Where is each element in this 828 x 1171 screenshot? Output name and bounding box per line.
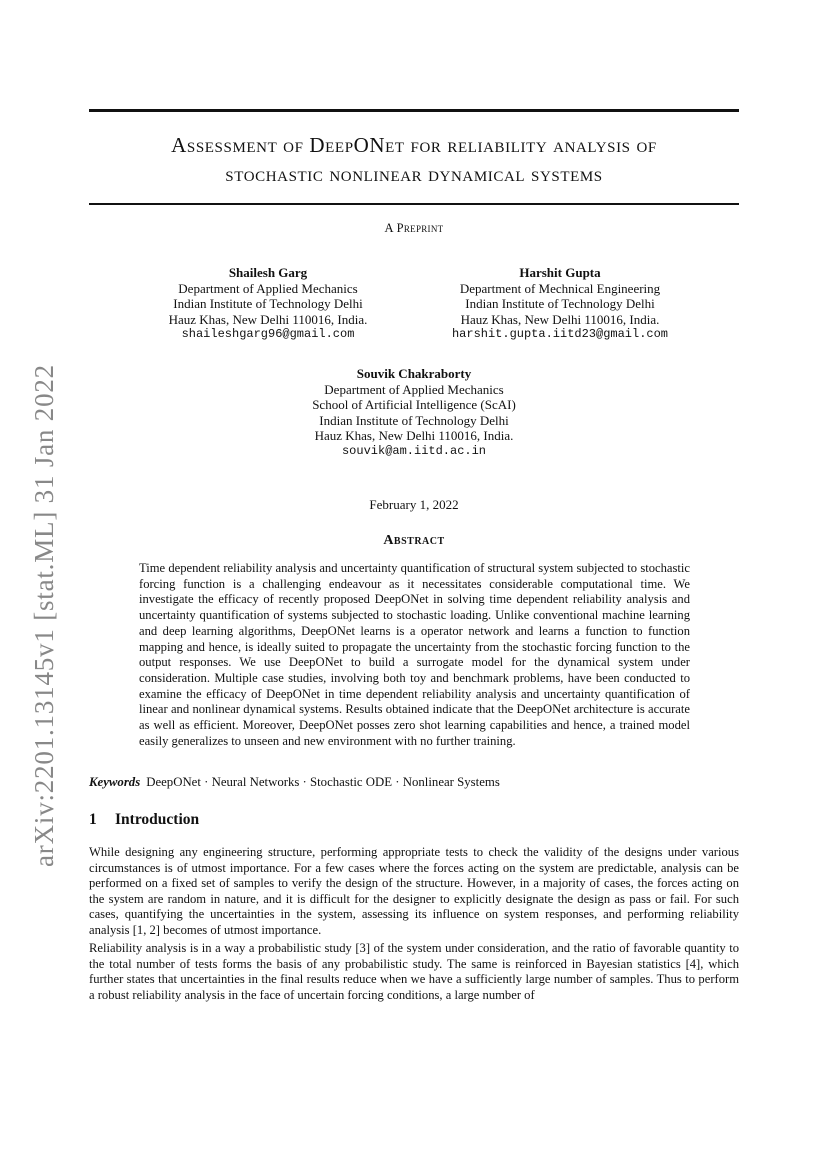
body-paragraph: Reliability analysis is in a way a probabilistic study [3] of the system under consideration, and the ratio of favorable quantity to the total number of tests forms the basis of any probabilistic study. The same is reinforced in Bayesian statistics [4], which further states that uncertainties in the final results reduce when we have a sufficiently large number of samples. Thus to perform a robust reliability analysis in the face of uncertain forcing conditions, a large number of <box>89 941 739 1002</box>
author-name: Shailesh Garg <box>228 265 308 280</box>
author-affiliation: Department of Mechnical Engineering <box>459 280 661 296</box>
author-email[interactable]: souvik@am.iitd.ac.in <box>341 443 487 458</box>
title-rule-top <box>89 109 739 112</box>
author-affiliation: Department of Applied Mechanics <box>324 381 504 397</box>
publication-date: February 1, 2022 <box>369 497 459 512</box>
section-number: 1 <box>89 811 97 828</box>
author-affiliation: Hauz Khas, New Delhi 110016, India. <box>314 428 514 444</box>
author-email[interactable]: shaileshgarg96@gmail.com <box>181 327 355 342</box>
keywords-list: DeepONet · Neural Networks · Stochastic ODE · Nonlinear Systems <box>146 775 500 789</box>
author-affiliation: Indian Institute of Technology Delhi <box>319 412 509 428</box>
paper-title-line-1: Assessment of DeepONet for reliability analysis of <box>171 133 657 157</box>
arxiv-identifier-text: arXiv:2201.13145v1 [stat.ML] 31 Jan 2022 <box>28 363 59 867</box>
author-name: Harshit Gupta <box>519 265 601 280</box>
author-email[interactable]: harshit.gupta.iitd23@gmail.com <box>451 327 669 342</box>
author-block <box>264 366 564 460</box>
section-title: Introduction <box>115 811 200 828</box>
author-name: Souvik Chakraborty <box>356 366 472 381</box>
author-affiliation: Hauz Khas, New Delhi 110016, India. <box>460 311 660 327</box>
author-affiliation: Indian Institute of Technology Delhi <box>465 296 655 312</box>
arxiv-identifier <box>20 360 68 870</box>
abstract-text: Time dependent reliability analysis and uncertainty quantification of structural system subjected to stochastic forcing function is a challenging endeavour as it necessitates considerable computational time. We investigate the efficacy of recently proposed DeepONet in solving time dependent reliability analysis and uncertainty quantification of systems subjected to stochastic loading. Unlike conventional machine learning and deep learning algorithms, DeepONet learns is a operator network and learns a function to function mapping and hence, is ideally suited to propagate the uncertainty from the stochastic forcing function to the output responses. We use DeepONet to build a surrogate model for the dynamical system under consideration. Multiple case studies, involving both toy and benchmark problems, have been conducted to examine the efficacy of DeepONet in time dependent reliability analysis and uncertainty quantification of linear and nonlinear dynamical systems. Results obtained indicate that the DeepONet architecture is accurate as well as efficient. Moreover, DeepONet posses zero shot learning capabilities and hence, a trained model easily generalizes to unseen and new environment with no further training. <box>139 561 690 748</box>
author-affiliation: School of Artificial Intelligence (ScAI) <box>312 397 516 413</box>
paper-title-line-2: stochastic nonlinear dynamical systems <box>225 162 603 186</box>
author-block <box>430 265 690 343</box>
section-heading <box>89 811 199 829</box>
author-affiliation: Department of Applied Mechanics <box>178 280 358 296</box>
keywords-label: Keywords <box>89 775 141 789</box>
preprint-label: A Preprint <box>384 221 444 235</box>
title-rule-bottom <box>89 203 739 205</box>
abstract-heading: Abstract <box>383 533 445 548</box>
author-affiliation: Hauz Khas, New Delhi 110016, India. <box>168 311 368 327</box>
body-paragraph: While designing any engineering structure, performing appropriate tests to check the validity of the designs under various circumstances is of utmost importance. For a few cases where the forces acting on the system are predictable, analysis can be performed on a fixed set of samples to verify the design of the structure. However, in a majority of cases, the forces acting on the system are random in nature, and it is difficult for the designer to explicitly designate the design as pass or fail. For such cases, quantifying the uncertainties in the system, assessing its influence on system responses, and performing reliability analysis [1, 2] becomes of utmost importance. <box>89 845 739 937</box>
author-affiliation: Indian Institute of Technology Delhi <box>173 296 363 312</box>
author-block <box>148 265 388 343</box>
keywords-line <box>89 775 739 790</box>
paper-title <box>89 131 739 189</box>
